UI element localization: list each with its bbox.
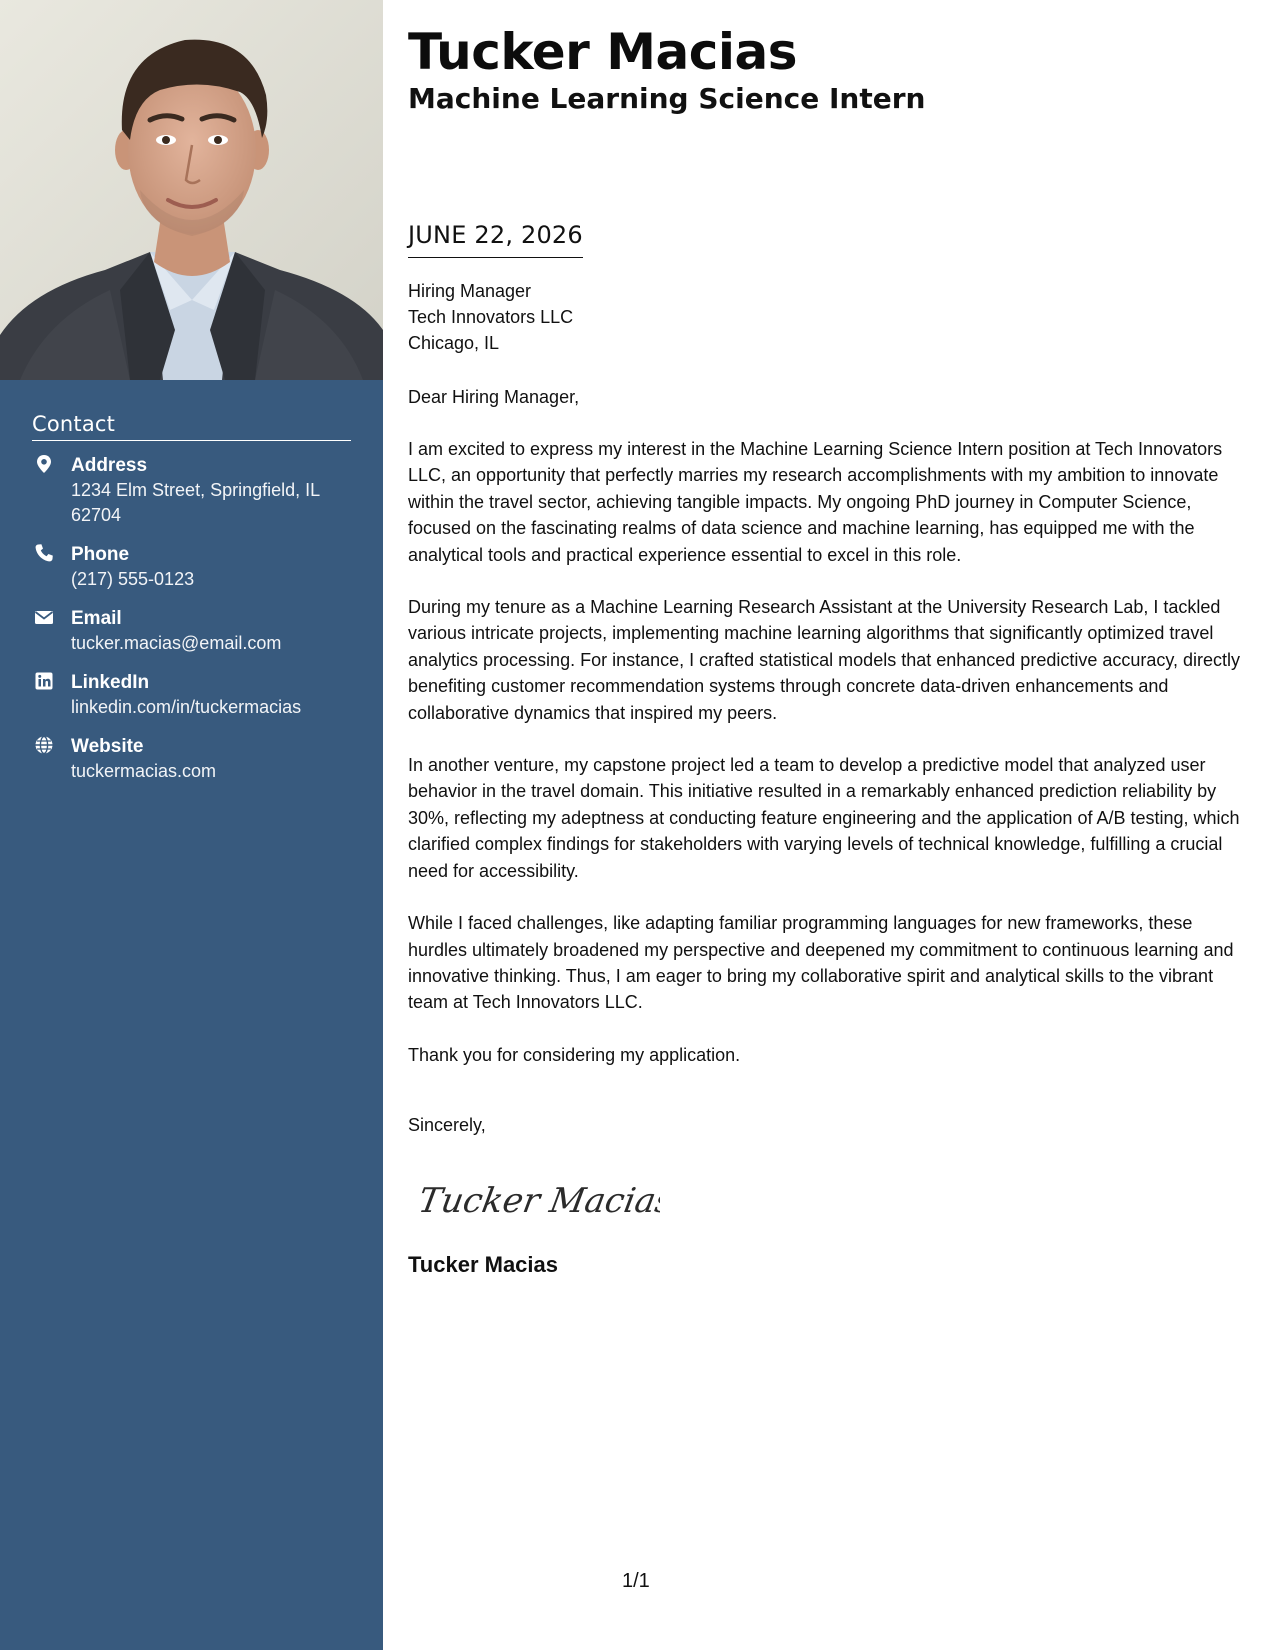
salutation: Dear Hiring Manager, xyxy=(408,387,580,407)
signer-name: Tucker Macias xyxy=(408,1252,559,1278)
phone-value: (217) 555-0123 xyxy=(71,569,195,589)
website-label: Website xyxy=(71,736,144,757)
letter-body xyxy=(408,22,1253,1279)
map-pin-icon xyxy=(34,454,54,474)
address-value: 1234 Elm Street, Springfield, IL 62704 xyxy=(71,480,320,525)
letter-date: JUNE 22, 2026 xyxy=(408,219,583,258)
recipient-title: Hiring Manager xyxy=(408,281,532,301)
website-value[interactable]: tuckermacias.com xyxy=(71,761,217,781)
sidebar xyxy=(0,0,383,1650)
linkedin-value[interactable]: linkedin.com/in/tuckermacias xyxy=(71,697,302,717)
address-label: Address xyxy=(71,455,148,476)
phone-icon xyxy=(34,543,54,563)
phone-label: Phone xyxy=(71,544,130,565)
recipient-company: Tech Innovators LLC xyxy=(408,307,574,327)
contact-section xyxy=(32,412,351,798)
envelope-icon xyxy=(34,607,54,627)
contact-address xyxy=(32,453,351,528)
page-number: 1/1 xyxy=(622,1570,650,1592)
paragraph-challenges: While I faced challenges, like adapting familiar programming languages for new frameworks, these hurdles ultimately broadened my perspective and deepened my commitment to continuous learning and innovative thinking. Thus, I am eager to bring my collaborative spirit and analytical skills to the vibrant team at Tech Innovators LLC. xyxy=(408,913,1234,1013)
recipient-location: Chicago, IL xyxy=(408,333,500,353)
contact-heading: Contact xyxy=(32,412,351,441)
signature-text: Tucker Macias xyxy=(420,1181,660,1222)
paragraph-capstone: In another venture, my capstone project led a team to develop a predictive model that analyzed user behavior in the travel domain. This initiative resulted in a remarkably enhanced prediction reliability by 30%, reflecting my adeptness at conducting feature engineering and the application of A/B testing, which clarified complex findings for stakeholders with varying levels of technical knowledge, fulfilling a crucial need for accessibility. xyxy=(408,755,1240,881)
date-block xyxy=(408,219,1253,258)
profile-photo xyxy=(0,0,383,380)
globe-icon xyxy=(34,735,54,755)
linkedin-label: LinkedIn xyxy=(71,672,150,693)
contact-email xyxy=(32,606,351,656)
recipient-block xyxy=(408,278,1253,356)
contact-phone xyxy=(32,542,351,592)
portrait-illustration xyxy=(0,0,383,380)
email-label: Email xyxy=(71,608,122,629)
closing: Sincerely, xyxy=(408,1115,486,1136)
email-value[interactable]: tucker.macias@email.com xyxy=(71,633,282,653)
contact-website xyxy=(32,734,351,784)
applicant-name: Tucker Macias xyxy=(408,23,798,81)
handwritten-signature xyxy=(420,1172,660,1228)
linkedin-icon xyxy=(34,671,54,691)
paragraph-thanks: Thank you for considering my application. xyxy=(408,1044,741,1065)
paragraph-intro: I am excited to express my interest in the Machine Learning Science Intern position at Tech Innovators LLC, an opportunity that perfectly marries my research accomplishments with my ambition to innovate within the travel sector, achieving tangible impacts. My ongoing PhD journey in Computer Science, focused on the fascinating realms of data science and machine learning, has equipped me with the analytical tools and practical experience essential to excel in this role. xyxy=(408,439,1223,565)
contact-linkedin xyxy=(32,670,351,720)
job-title: Machine Learning Science Intern xyxy=(408,82,926,115)
paragraph-experience: During my tenure as a Machine Learning Research Assistant at the University Research Lab, I tackled various intricate projects, implementing machine learning algorithms that significantly optimized travel analytics processing. For instance, I crafted statistical models that enhanced predictive accuracy, directly benefiting customer recommendation systems through concrete data-driven enhancements and collaborative dynamics that inspired my peers. xyxy=(408,597,1241,723)
